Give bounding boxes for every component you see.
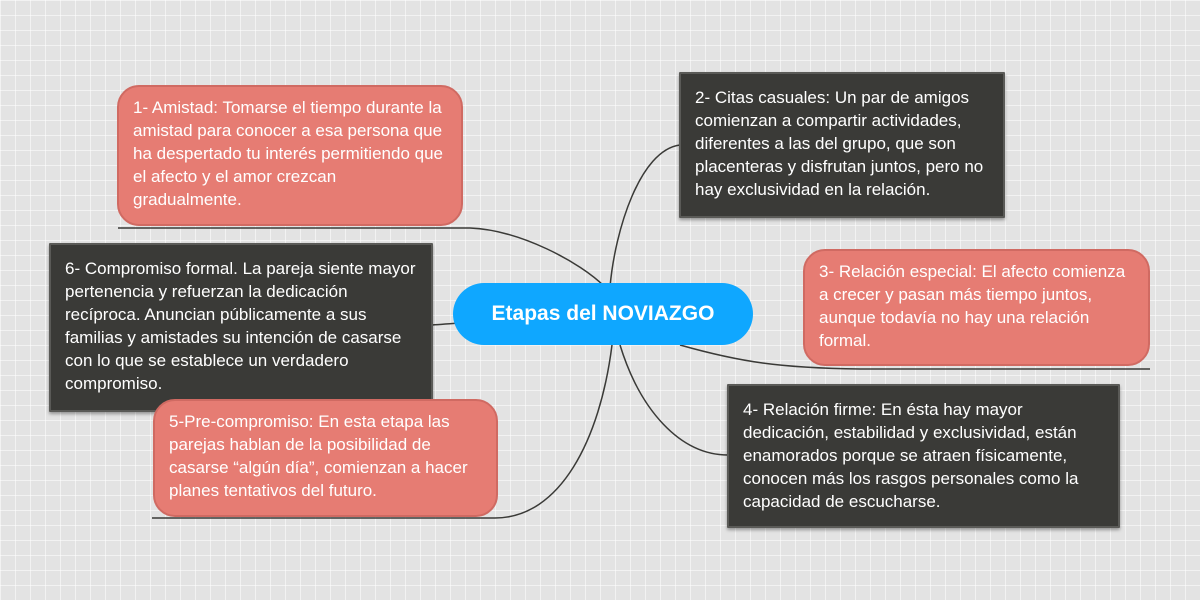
stage-2-text: 2- Citas casuales: Un par de amigos comienzan a compartir actividades, diferentes a las del grupo, que son placenteras y disfrutan juntos, pero no hay exclusividad en la relación. bbox=[695, 88, 984, 199]
stage-1-node[interactable] bbox=[117, 85, 463, 226]
stage-5-node[interactable] bbox=[153, 399, 498, 517]
stage-2-node[interactable] bbox=[679, 72, 1005, 218]
connector-to-node-4 bbox=[620, 345, 728, 455]
central-topic[interactable] bbox=[453, 283, 753, 345]
central-topic-label: Etapas del NOVIAZGO bbox=[491, 302, 715, 325]
connector-to-node-2 bbox=[610, 145, 680, 287]
stage-6-text: 6- Compromiso formal. La pareja siente mayor pertenencia y refuerzan la dedicación recíproca. Anuncian públicamente a sus familias y amistades su intención de casarse con lo que se establece un verdadero compromiso. bbox=[65, 259, 416, 393]
stage-3-node[interactable] bbox=[803, 249, 1150, 366]
stage-6-node[interactable] bbox=[49, 243, 433, 412]
stage-4-text: 4- Relación firme: En ésta hay mayor dedicación, estabilidad y exclusividad, están enamorados porque se atraen físicamente, conocen más los rasgos personales como la capacidad de escucharse. bbox=[743, 400, 1079, 511]
stage-1-text: 1- Amistad: Tomarse el tiempo durante la amistad para conocer a esa persona que ha despertado tu interés permitiendo que el afecto y el amor crezcan gradualmente. bbox=[133, 98, 443, 209]
stage-5-text: 5-Pre-compromiso: En esta etapa las parejas hablan de la posibilidad de casarse “algún día”, comienzan a hacer planes tentativos del futuro. bbox=[169, 412, 468, 500]
stage-4-node[interactable] bbox=[727, 384, 1120, 528]
stage-3-text: 3- Relación especial: El afecto comienza a crecer y pasan más tiempo juntos, aunque todavía no hay una relación formal. bbox=[819, 262, 1126, 350]
